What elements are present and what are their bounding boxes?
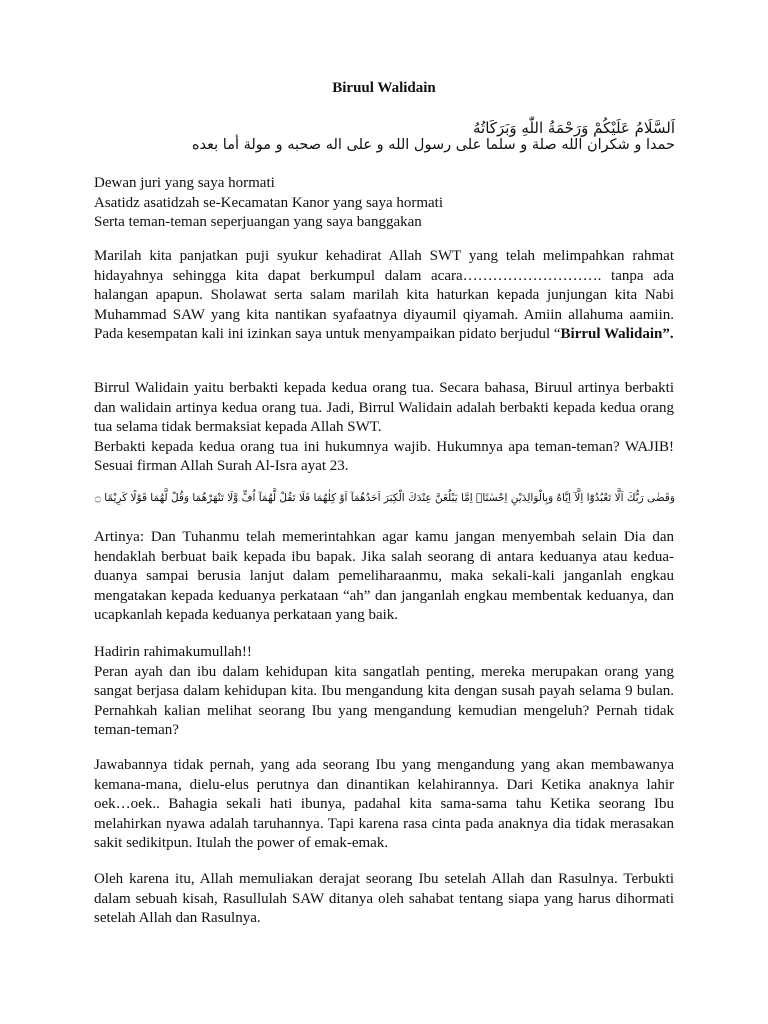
oleh-paragraph: Oleh karena itu, Allah memuliakan derajat seorang Ibu setelah Allah dan Rasulnya. Terbukti dalam sebuah kisah, Rasullulah SAW ditanya oleh sahabat tentang siapa yang harus dihormati setelah Allah dan Rasulnya. bbox=[94, 871, 674, 927]
oleh-section bbox=[94, 870, 674, 929]
speech-title-bold: Birrul Walidain”. bbox=[560, 326, 674, 343]
birrul-definition bbox=[94, 379, 674, 477]
arabic-salam: اَلسَّلَامُ عَلَيْكُمْ وَرَحْمَةُ اللّٰهِ وَبَرَكَاتُهُ bbox=[473, 119, 675, 137]
intro-text: Marilah kita panjatkan puji syukur kehadirat Allah SWT yang telah melimpahkan rahmat hidayahnya sehingga kita dapat berkumpul dalam acara………………………. tanpa ada halangan apapun. Sholawat serta salam marilah kita haturkan kepada junjungan kita Nabi Muhammad SAW yang kita nantikan syafaatnya diyaumil qiyamah. Amiin allahuma aamiin. Pada kesempatan kali ini izinkan saya untuk menyampaikan pidato berjudul “ bbox=[94, 248, 674, 343]
document-title: Biruul Walidain bbox=[332, 80, 436, 96]
birrul-paragraph-2: Berbakti kepada kedua orang tua ini hukumnya wajib. Hukumnya apa teman-teman? WAJIB! Sesuai firman Allah Surah Al-Isra ayat 23. bbox=[94, 438, 674, 475]
artinya-paragraph: Artinya: Dan Tuhanmu telah memerintahkan agar kamu jangan menyembah selain Dia dan hendaklah berbuat baik kepada ibu bapak. Jika salah seorang di antara keduanya atau kedua-duanya sampai berusia lanjut dalam pemeliharaanmu, maka sekali-kali janganlah engkau mengatakan kepada keduanya perkataan “ah” dan janganlah engkau membentak keduanya, dan ucapkanlah kepada keduanya perkataan yang baik. bbox=[94, 529, 674, 624]
birrul-paragraph-1: Birrul Walidain yaitu berbakti kepada kedua orang tua. Secara bahasa, Biruul artinya berbakti dan walidain artinya kedua orang tua. Jadi, Birrul Walidain adalah berbakti kepada kedua orang tua selama tidak bermaksiat kepada Allah SWT. bbox=[94, 380, 674, 436]
hadirin-heading: Hadirin rahimakumullah!! bbox=[94, 644, 252, 660]
greetings-block bbox=[94, 174, 674, 233]
greeting-line: Serta teman-teman seperjuangan yang saya banggakan bbox=[94, 214, 422, 231]
hadirin-paragraph: Peran ayah dan ibu dalam kehidupan kita sangatlah penting, mereka merupakan orang yang sangat berjasa dalam kehidupan kita. Ibu mengandung kita dengan susah payah selama 9 bulan. Pernahkah kalian melihat seorang Ibu yang mengandung kemudian mengeluh? Pernah tidak teman-teman? bbox=[94, 663, 674, 739]
greeting-line: Dewan juri yang saya hormati bbox=[94, 175, 275, 191]
hadirin-section bbox=[94, 643, 674, 741]
arabic-opening: حمدا و شكران الله صلة و سلما على رسول الله و على اله صحبه و مولة أما بعده bbox=[191, 137, 675, 153]
greeting-line: Asatidz asatidzah se-Kecamatan Kanor yang saya hormati bbox=[94, 194, 444, 211]
intro-paragraph bbox=[94, 247, 674, 345]
quran-verse: وَقَضٰى رَبُّكَ اَلَّا تَعْبُدُوْٓا اِلَّآ اِيَّاهُ وَبِالْوَالِدَيْنِ اِحْسٰنًاۗ اِمَّا يَبْلُغَنَّ عِنْدَكَ الْكِبَرَ اَحَدُهُمَآ اَوْ كِلٰهُمَا فَلَا تَقُلْ لَّهُمَآ اُفٍّ وَّلَا تَنْهَرْهُمَا وَقُلْ لَّهُمَا قَوْلًا كَرِيْمًا ۝ bbox=[94, 492, 675, 504]
jawaban-section bbox=[94, 756, 674, 854]
jawaban-paragraph: Jawabannya tidak pernah, yang ada seorang Ibu yang mengandung yang akan membawanya kemana-mana, dielu-elus perutnya dan dinantikan kelahirannya. Dari Ketika anaknya lahir oek…oek.. Bahagia sekali hati ibunya, padahal kita sama-sama tahu Ketika seorang Ibu melahirkan nyawa adalah taruhannya. Tapi karena rasa cinta pada anaknya dia tidak merasakan sakit sedikitpun. Itulah the power of emak-emak. bbox=[94, 757, 674, 852]
verse-translation bbox=[94, 528, 674, 626]
